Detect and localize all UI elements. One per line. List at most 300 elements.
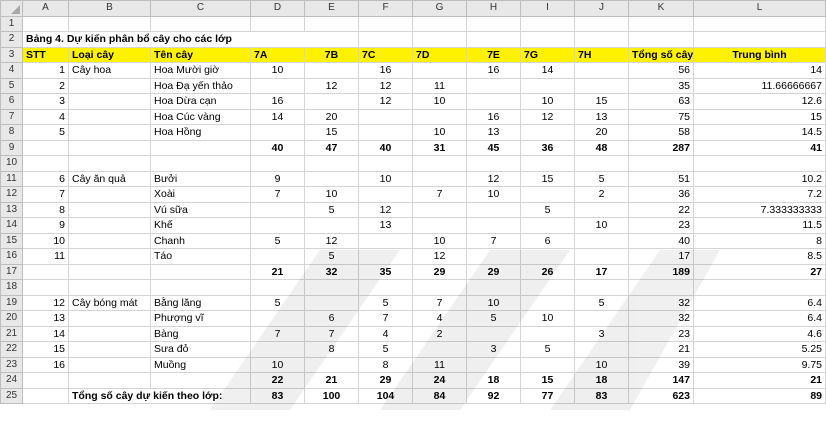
cell[interactable]: Bàng	[151, 326, 251, 342]
cell[interactable]: 92	[467, 388, 521, 404]
cell[interactable]	[467, 32, 521, 48]
cell[interactable]: 12	[305, 233, 359, 249]
cell[interactable]: 287	[629, 140, 694, 156]
cell[interactable]: Chanh	[151, 233, 251, 249]
cell[interactable]	[413, 280, 467, 296]
row-header[interactable]: 4	[1, 63, 23, 79]
cell[interactable]: 13	[575, 109, 629, 125]
cell[interactable]	[359, 125, 413, 141]
cell[interactable]	[521, 218, 575, 234]
cell[interactable]: 100	[305, 388, 359, 404]
cell[interactable]: 7.2	[694, 187, 826, 203]
cell[interactable]: 5.25	[694, 342, 826, 358]
cell[interactable]	[521, 295, 575, 311]
cell[interactable]: 14.5	[694, 125, 826, 141]
column-header-i[interactable]: I	[521, 1, 575, 17]
cell[interactable]: 6	[23, 171, 69, 187]
cell[interactable]: 5	[575, 295, 629, 311]
cell[interactable]	[575, 233, 629, 249]
cell[interactable]	[575, 63, 629, 79]
cell[interactable]: 2	[23, 78, 69, 94]
cell[interactable]	[305, 218, 359, 234]
cell[interactable]: 5	[575, 171, 629, 187]
cell[interactable]: 18	[467, 373, 521, 389]
cell[interactable]	[359, 280, 413, 296]
cell[interactable]: 11	[23, 249, 69, 265]
cell[interactable]	[413, 16, 467, 32]
header-cell-7h[interactable]: 7H	[575, 47, 629, 63]
cell[interactable]	[467, 249, 521, 265]
cell[interactable]	[251, 125, 305, 141]
cell[interactable]	[359, 16, 413, 32]
cell[interactable]: 22	[251, 373, 305, 389]
cell[interactable]: 18	[575, 373, 629, 389]
cell[interactable]: 10	[467, 187, 521, 203]
cell[interactable]: 23	[629, 218, 694, 234]
cell[interactable]: 7	[413, 187, 467, 203]
cell[interactable]: 5	[305, 202, 359, 218]
cell[interactable]: 51	[629, 171, 694, 187]
cell[interactable]: 63	[629, 94, 694, 110]
cell[interactable]	[575, 342, 629, 358]
column-header-f[interactable]: F	[359, 1, 413, 17]
cell[interactable]: 22	[629, 202, 694, 218]
cell[interactable]: 40	[251, 140, 305, 156]
cell[interactable]	[251, 280, 305, 296]
cell[interactable]: 2	[575, 187, 629, 203]
cell[interactable]: 8	[23, 202, 69, 218]
cell[interactable]	[305, 280, 359, 296]
cell[interactable]	[251, 202, 305, 218]
row-header[interactable]: 10	[1, 156, 23, 172]
column-header-g[interactable]: G	[413, 1, 467, 17]
row-header[interactable]: 3	[1, 47, 23, 63]
cell[interactable]	[23, 16, 69, 32]
cell[interactable]	[359, 109, 413, 125]
cell[interactable]: 40	[359, 140, 413, 156]
cell[interactable]	[575, 249, 629, 265]
cell[interactable]: 10	[251, 63, 305, 79]
cell[interactable]: 10	[413, 94, 467, 110]
cell[interactable]	[69, 249, 151, 265]
cell[interactable]	[413, 202, 467, 218]
cell[interactable]: 14	[251, 109, 305, 125]
cell[interactable]: 29	[413, 264, 467, 280]
row-header[interactable]: 22	[1, 342, 23, 358]
cell[interactable]: 6	[521, 233, 575, 249]
cell[interactable]	[467, 202, 521, 218]
cell[interactable]: 16	[251, 94, 305, 110]
cell[interactable]: 4.6	[694, 326, 826, 342]
cell[interactable]: Tổng số cây dự kiến theo lớp:	[69, 388, 251, 404]
cell[interactable]	[69, 342, 151, 358]
cell[interactable]	[521, 156, 575, 172]
cell[interactable]: 75	[629, 109, 694, 125]
cell[interactable]	[251, 156, 305, 172]
cell[interactable]: 4	[23, 109, 69, 125]
cell[interactable]: Cây hoa	[69, 63, 151, 79]
cell[interactable]: 15	[23, 342, 69, 358]
cell[interactable]: 12	[359, 78, 413, 94]
cell[interactable]: Hoa Hồng	[151, 125, 251, 141]
cell[interactable]	[413, 171, 467, 187]
cell[interactable]: 8	[694, 233, 826, 249]
cell[interactable]: 40	[629, 233, 694, 249]
cell[interactable]: 1	[23, 63, 69, 79]
cell[interactable]	[69, 264, 151, 280]
cell[interactable]	[69, 109, 151, 125]
row-header[interactable]: 13	[1, 202, 23, 218]
cell[interactable]: 77	[521, 388, 575, 404]
cell[interactable]: 15	[694, 109, 826, 125]
cell[interactable]	[521, 187, 575, 203]
cell[interactable]	[23, 156, 69, 172]
cell[interactable]: 32	[629, 295, 694, 311]
cell[interactable]	[575, 32, 629, 48]
column-header-e[interactable]: E	[305, 1, 359, 17]
row-header[interactable]: 16	[1, 249, 23, 265]
cell[interactable]	[629, 280, 694, 296]
cell[interactable]	[23, 280, 69, 296]
cell[interactable]	[69, 280, 151, 296]
column-header-d[interactable]: D	[251, 1, 305, 17]
cell[interactable]: Hoa Đạ yến thảo	[151, 78, 251, 94]
cell[interactable]	[521, 32, 575, 48]
cell[interactable]	[251, 342, 305, 358]
cell[interactable]: 84	[413, 388, 467, 404]
cell[interactable]: 7	[359, 311, 413, 327]
cell[interactable]	[694, 280, 826, 296]
header-cell-7d[interactable]: 7D	[413, 47, 467, 63]
cell[interactable]: Khế	[151, 218, 251, 234]
cell[interactable]	[521, 125, 575, 141]
cell[interactable]	[629, 156, 694, 172]
cell[interactable]	[23, 373, 69, 389]
row-header[interactable]: 6	[1, 94, 23, 110]
row-header[interactable]: 21	[1, 326, 23, 342]
cell[interactable]: 10.2	[694, 171, 826, 187]
cell[interactable]	[467, 280, 521, 296]
cell[interactable]	[23, 264, 69, 280]
cell[interactable]	[69, 125, 151, 141]
cell[interactable]: 16	[467, 109, 521, 125]
cell[interactable]	[467, 357, 521, 373]
cell[interactable]: 24	[413, 373, 467, 389]
cell[interactable]	[467, 326, 521, 342]
cell[interactable]	[69, 218, 151, 234]
row-header[interactable]: 23	[1, 357, 23, 373]
cell[interactable]: 6.4	[694, 311, 826, 327]
cell[interactable]: 41	[694, 140, 826, 156]
cell[interactable]: 10	[23, 233, 69, 249]
header-cell-tong-so-cay[interactable]: Tổng số cây	[629, 47, 694, 63]
cell[interactable]	[151, 280, 251, 296]
header-cell-loai-cay[interactable]: Loại cây	[69, 47, 151, 63]
cell[interactable]: 8	[305, 342, 359, 358]
cell[interactable]	[629, 16, 694, 32]
cell[interactable]	[305, 63, 359, 79]
cell[interactable]: 31	[413, 140, 467, 156]
cell[interactable]	[151, 156, 251, 172]
cell[interactable]	[69, 373, 151, 389]
header-cell-7a[interactable]: 7A	[251, 47, 305, 63]
cell[interactable]: Vú sữa	[151, 202, 251, 218]
cell[interactable]	[69, 16, 151, 32]
cell[interactable]: 47	[305, 140, 359, 156]
cell[interactable]	[575, 280, 629, 296]
cell[interactable]	[251, 218, 305, 234]
cell[interactable]: 21	[251, 264, 305, 280]
cell[interactable]: 15	[521, 171, 575, 187]
cell[interactable]: 5	[467, 311, 521, 327]
cell[interactable]: 39	[629, 357, 694, 373]
cell[interactable]	[694, 16, 826, 32]
cell[interactable]	[521, 326, 575, 342]
cell[interactable]: 7	[413, 295, 467, 311]
cell[interactable]: 21	[305, 373, 359, 389]
cell[interactable]	[629, 32, 694, 48]
row-header[interactable]: 14	[1, 218, 23, 234]
cell[interactable]	[69, 94, 151, 110]
cell[interactable]: 36	[629, 187, 694, 203]
cell[interactable]	[69, 140, 151, 156]
cell[interactable]: 5	[359, 295, 413, 311]
cell[interactable]	[69, 326, 151, 342]
select-all-corner[interactable]	[1, 1, 23, 17]
cell[interactable]: 12	[359, 94, 413, 110]
cell[interactable]: 21	[694, 373, 826, 389]
cell[interactable]	[305, 94, 359, 110]
cell[interactable]: 6	[305, 311, 359, 327]
cell[interactable]	[575, 311, 629, 327]
cell[interactable]: 10	[521, 94, 575, 110]
cell[interactable]: 36	[521, 140, 575, 156]
cell[interactable]: 10	[413, 233, 467, 249]
cell[interactable]: 5	[305, 249, 359, 265]
cell[interactable]: 189	[629, 264, 694, 280]
cell[interactable]: 48	[575, 140, 629, 156]
cell[interactable]: 6.4	[694, 295, 826, 311]
cell[interactable]	[151, 140, 251, 156]
row-header[interactable]: 25	[1, 388, 23, 404]
cell[interactable]	[413, 342, 467, 358]
cell[interactable]	[69, 156, 151, 172]
cell[interactable]: 14	[521, 63, 575, 79]
column-header-k[interactable]: K	[629, 1, 694, 17]
row-header[interactable]: 9	[1, 140, 23, 156]
cell[interactable]	[521, 16, 575, 32]
cell[interactable]: 7	[251, 326, 305, 342]
cell[interactable]: 8.5	[694, 249, 826, 265]
cell[interactable]: 7	[467, 233, 521, 249]
row-header[interactable]: 2	[1, 32, 23, 48]
cell[interactable]: 12	[359, 202, 413, 218]
row-header[interactable]: 12	[1, 187, 23, 203]
cell[interactable]: 9	[23, 218, 69, 234]
column-header-j[interactable]: J	[575, 1, 629, 17]
cell[interactable]: 10	[575, 357, 629, 373]
cell[interactable]: 5	[251, 295, 305, 311]
cell[interactable]: 12	[467, 171, 521, 187]
cell[interactable]: 14	[23, 326, 69, 342]
cell[interactable]	[575, 78, 629, 94]
cell[interactable]: 11	[413, 357, 467, 373]
cell[interactable]: 10	[305, 187, 359, 203]
cell[interactable]	[69, 202, 151, 218]
cell[interactable]: 26	[521, 264, 575, 280]
cell[interactable]: 12.6	[694, 94, 826, 110]
cell[interactable]: 10	[467, 295, 521, 311]
cell[interactable]: 7	[23, 187, 69, 203]
cell[interactable]: Hoa Mười giờ	[151, 63, 251, 79]
cell[interactable]: 16	[467, 63, 521, 79]
row-header[interactable]: 7	[1, 109, 23, 125]
header-cell-stt[interactable]: STT	[23, 47, 69, 63]
cell[interactable]	[694, 32, 826, 48]
header-cell-7e[interactable]: 7E	[467, 47, 521, 63]
header-cell-7g[interactable]: 7G	[521, 47, 575, 63]
cell[interactable]	[69, 233, 151, 249]
cell[interactable]	[305, 171, 359, 187]
cell[interactable]	[359, 187, 413, 203]
cell[interactable]	[521, 249, 575, 265]
cell[interactable]	[359, 156, 413, 172]
cell[interactable]: 2	[413, 326, 467, 342]
cell[interactable]: 13	[467, 125, 521, 141]
cell[interactable]: 17	[575, 264, 629, 280]
cell[interactable]: Cây ăn quả	[69, 171, 151, 187]
row-header[interactable]: 8	[1, 125, 23, 141]
cell[interactable]: 12	[521, 109, 575, 125]
cell[interactable]: 11.5	[694, 218, 826, 234]
cell[interactable]	[467, 156, 521, 172]
header-cell-7c[interactable]: 7C	[359, 47, 413, 63]
table-title-cell[interactable]: Bảng 4. Dự kiến phân bổ cây cho các lớp	[23, 32, 359, 48]
cell[interactable]: 4	[359, 326, 413, 342]
column-header-b[interactable]: B	[69, 1, 151, 17]
cell[interactable]: 83	[575, 388, 629, 404]
cell[interactable]: 7.333333333	[694, 202, 826, 218]
cell[interactable]: 23	[629, 326, 694, 342]
cell[interactable]: 58	[629, 125, 694, 141]
cell[interactable]: 12	[305, 78, 359, 94]
cell[interactable]: 11	[413, 78, 467, 94]
cell[interactable]	[575, 202, 629, 218]
cell[interactable]: 12	[413, 249, 467, 265]
cell[interactable]	[151, 16, 251, 32]
cell[interactable]: 10	[575, 218, 629, 234]
cell[interactable]: Bưởi	[151, 171, 251, 187]
cell[interactable]: 10	[251, 357, 305, 373]
cell[interactable]: 10	[413, 125, 467, 141]
cell[interactable]: 3	[575, 326, 629, 342]
cell[interactable]	[467, 218, 521, 234]
header-cell-7b[interactable]: 7B	[305, 47, 359, 63]
cell[interactable]	[151, 373, 251, 389]
cell[interactable]	[467, 16, 521, 32]
column-header-l[interactable]: L	[694, 1, 826, 17]
cell[interactable]: Muồng	[151, 357, 251, 373]
cell[interactable]: 3	[467, 342, 521, 358]
cell[interactable]: 45	[467, 140, 521, 156]
row-header[interactable]: 20	[1, 311, 23, 327]
cell[interactable]	[521, 78, 575, 94]
cell[interactable]: 8	[359, 357, 413, 373]
cell[interactable]: 20	[305, 109, 359, 125]
cell[interactable]	[413, 218, 467, 234]
cell[interactable]: 35	[359, 264, 413, 280]
cell[interactable]: Cây bóng mát	[69, 295, 151, 311]
row-header[interactable]: 1	[1, 16, 23, 32]
cell[interactable]	[305, 16, 359, 32]
row-header[interactable]: 19	[1, 295, 23, 311]
cell[interactable]: 32	[629, 311, 694, 327]
cell[interactable]	[467, 94, 521, 110]
cell[interactable]	[413, 63, 467, 79]
cell[interactable]	[467, 78, 521, 94]
cell[interactable]: Phượng vĩ	[151, 311, 251, 327]
header-cell-trung-binh[interactable]: Trung bình	[694, 47, 826, 63]
cell[interactable]	[69, 187, 151, 203]
cell[interactable]	[521, 357, 575, 373]
cell[interactable]: Hoa Cúc vàng	[151, 109, 251, 125]
cell[interactable]: 5	[359, 342, 413, 358]
cell[interactable]	[575, 156, 629, 172]
cell[interactable]: 7	[305, 326, 359, 342]
cell[interactable]: 5	[521, 202, 575, 218]
cell[interactable]: 5	[23, 125, 69, 141]
cell[interactable]: 15	[575, 94, 629, 110]
cell[interactable]: 3	[23, 94, 69, 110]
cell[interactable]: 5	[521, 342, 575, 358]
cell[interactable]: 147	[629, 373, 694, 389]
cell[interactable]: 11.66666667	[694, 78, 826, 94]
cell[interactable]	[413, 109, 467, 125]
cell[interactable]: 623	[629, 388, 694, 404]
cell[interactable]	[251, 311, 305, 327]
cell[interactable]	[251, 16, 305, 32]
cell[interactable]: 14	[694, 63, 826, 79]
cell[interactable]: 7	[251, 187, 305, 203]
cell[interactable]	[251, 249, 305, 265]
row-header[interactable]: 17	[1, 264, 23, 280]
cell[interactable]: 29	[359, 373, 413, 389]
cell[interactable]: 104	[359, 388, 413, 404]
row-header[interactable]: 15	[1, 233, 23, 249]
cell[interactable]: 9	[251, 171, 305, 187]
cell[interactable]: 83	[251, 388, 305, 404]
column-header-a[interactable]: A	[23, 1, 69, 17]
cell[interactable]	[69, 78, 151, 94]
cell[interactable]	[305, 357, 359, 373]
cell[interactable]	[359, 32, 413, 48]
cell[interactable]: 27	[694, 264, 826, 280]
cell[interactable]	[69, 311, 151, 327]
cell[interactable]	[694, 156, 826, 172]
cell[interactable]: 10	[359, 171, 413, 187]
cell[interactable]	[69, 357, 151, 373]
cell[interactable]: 89	[694, 388, 826, 404]
cell[interactable]: 29	[467, 264, 521, 280]
cell[interactable]: 16	[23, 357, 69, 373]
cell[interactable]: 13	[359, 218, 413, 234]
cell[interactable]: 9.75	[694, 357, 826, 373]
row-header[interactable]: 5	[1, 78, 23, 94]
cell[interactable]: Bằng lăng	[151, 295, 251, 311]
cell[interactable]	[23, 140, 69, 156]
cell[interactable]: 10	[521, 311, 575, 327]
cell[interactable]: 35	[629, 78, 694, 94]
